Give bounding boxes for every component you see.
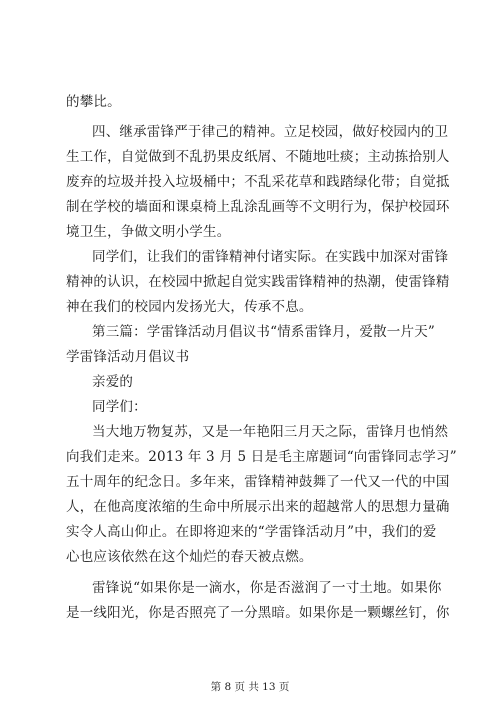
section-heading: 第三篇：学雷锋活动月倡议书“情系雷锋月，爱散一片天” bbox=[92, 324, 436, 340]
text-line: 向我们走来。2013 年 3 月 5 日是毛主席题词“向雷锋同志学习” bbox=[66, 449, 457, 465]
section-heading-continued: 学雷锋活动月倡议书 bbox=[66, 349, 190, 365]
text-line: 人，在他高度浓缩的生命中所展示出来的超越常人的思想力量确 bbox=[66, 499, 450, 515]
text-line: 境卫生，争做文明小学生。 bbox=[66, 224, 231, 240]
text-line: 废弃的垃圾并投入垃圾桶中；不乱采花草和践踏绿化带；自觉抵 bbox=[66, 174, 450, 190]
text-line: 生工作，自觉做到不乱扔果皮纸屑、不随地吐痰；主动拣拾别人 bbox=[66, 149, 450, 165]
text-line: 五十周年的纪念日。多年来，雷锋精神鼓舞了一代又一代的中国 bbox=[66, 474, 450, 490]
page-number-footer: 第 8 页 共 13 页 bbox=[210, 681, 290, 693]
text-line: 当大地万物复苏，又是一年艳阳三月天之际，雷锋月也悄然 bbox=[92, 424, 449, 440]
text-line: 是一线阳光，你是否照亮了一分黑暗。如果你是一颗螺丝钉，你 bbox=[66, 605, 450, 621]
text-line: 精神的认识，在校园中掀起自觉实践雷锋精神的热潮，使雷锋精 bbox=[66, 274, 450, 290]
text-line: 神在我们的校园内发扬光大，传承不息。 bbox=[66, 299, 313, 315]
text-line: 心也应该依然在这个灿烂的春天被点燃。 bbox=[66, 549, 313, 565]
text-line: 四、继承雷锋严于律己的精神。立足校园，做好校园内的卫 bbox=[92, 124, 449, 140]
text-line: 制在学校的墙面和课桌椅上乱涂乱画等不文明行为，保护校园环 bbox=[66, 199, 450, 215]
text-line: 的攀比。 bbox=[66, 94, 121, 110]
text-line: 同学们，让我们的雷锋精神付诸实际。在实践中加深对雷锋 bbox=[92, 249, 449, 265]
salutation: 同学们： bbox=[92, 399, 147, 415]
text-line: 实令人高山仰止。在即将迎来的“学雷锋活动月”中，我们的爱 bbox=[66, 524, 437, 540]
text-line: 雷锋说“如果你是一滴水，你是否滋润了一寸土地。如果你 bbox=[92, 580, 442, 596]
salutation: 亲爱的 bbox=[92, 374, 134, 390]
